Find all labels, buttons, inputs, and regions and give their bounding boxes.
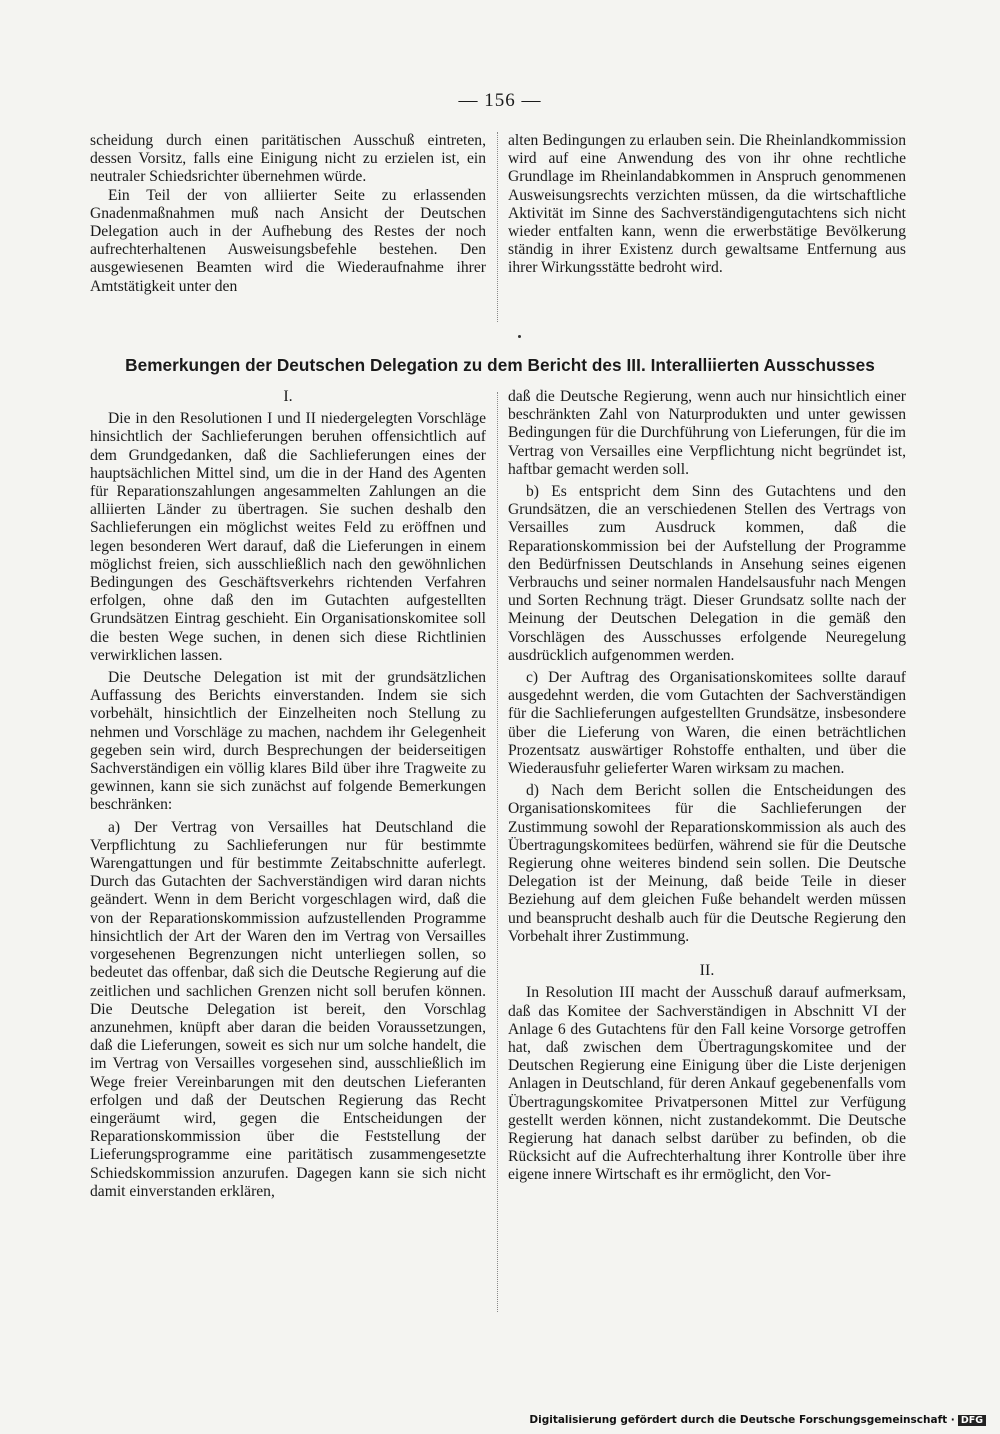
paragraph: Ein Teil der von alliierter Seite zu erlassenden Gnadenmaßnahmen muß nach Ansicht der Deutschen Delegation auch in der Aufhebung des Restes der noch aufrechterhaltenen Ausweisungsbefehle bestehen. Den ausgewiesenen Beamten wird die Wiederaufnahme ihrer Amtstätigkeit unter den <box>90 186 486 295</box>
paragraph: daß die Deutsche Regierung, wenn auch nur hinsichtlich einer beschränkten Zahl von Naturprodukten und unter gewissen Bedingungen für die Durchführung von Lieferungen, für die im Vertrag von Versailles eine Verpflichtung nicht begründet ist, haftbar gemacht werden soll. <box>508 388 906 478</box>
paragraph: Die in den Resolutionen I und II niedergelegten Vorschläge hinsichtlich der Sachlieferungen beruhen offensichtlich auf dem Grundgedanken, daß die Sachlieferungen eines der hauptsächlichen Mittel sind, um die in der Hand des Agenten für Reparationszahlungen angesammelten Zahlungen an die alliierten Länder zu übertragen. Sie suchen deshalb den Sachlieferungen ein möglichst weites Feld zu eröffnen und legen besonderen Wert darauf, daß die Lieferungen in einem möglichst freien, sich ausschließlich nach den gewöhnlichen Bedingungen des Geschäftsverkehrs richtenden Verfahren erfolgen, ohne daß den im Gutachten aufgestellten Grundsätzen Eintrag geschieht. Ein Organisationskomitee soll die besten Wege suchen, in denen sich diese Richtlinien verwirklichen lassen. <box>90 410 486 664</box>
paragraph: a) Der Vertrag von Versailles hat Deutschland die Verpflichtung zu Sachlieferungen nur für bestimmte Warengattungen und für bestimmte Zeitabschnitte auferlegt. Durch das Gutachten der Sachverständigen wird daran nichts geändert. Wenn in dem Bericht vorgeschlagen wird, daß die von der Reparationskommission aufzustellenden Programme hinsichtlich der Art der Waren den im Vertrag von Versailles vorgesehenen Begrenzungen nicht unterliegen sollen, so bedeutet das offenbar, daß sich die Deutsche Regierung auf die zeitlichen und sachlichen Grenzen nicht soll berufen können. Die Deutsche Delegation ist bereit, den Vorschlag anzunehmen, knüpft aber daran die beiden Voraussetzungen, daß die Lieferungen, soweit es sich nur um solche handelt, die im Vertrag von Versailles vorgesehen sind, ausschließlich im Wege freier Vereinbarungen mit den deutschen Lieferanten erfolgen und daß der Deutschen Regierung das Recht eingeräumt wird, gegen die Entscheidungen der Reparationskommission über die Feststellung der Lieferungsprogramme eine paritätisch zusammengesetzte Schiedskommission anzurufen. Dagegen kann sie sich nicht damit einverstanden erklären, <box>90 818 486 1200</box>
paragraph: Die Deutsche Delegation ist mit der grundsätzlichen Auffassung des Berichts einverstanden. Indem sie sich vorbehält, hinsichtlich der Einzelheiten noch Stellung zu nehmen und Vorschläge zu machen, nachdem ihr Gelegenheit gegeben sein wird, durch Besprechungen der beiderseitigen Sachverständigen ein völlig klares Bild über ihre Tragweite zu gewinnen, kann sie sich zunächst auf folgende Bemerkungen beschränken: <box>90 669 486 814</box>
top-left-column <box>90 132 486 296</box>
section-title: Bemerkungen der Deutschen Delegation zu dem Bericht des III. Interalliierten Ausschusses <box>125 355 875 375</box>
footer-text: Digitalisierung gefördert durch die Deutsche Forschungsgemeinschaft · <box>529 1414 955 1426</box>
top-right-column <box>508 132 906 278</box>
section-heading-I: I. <box>283 388 293 405</box>
scan-speck <box>518 335 521 338</box>
paragraph: scheidung durch einen paritätischen Ausschuß eintreten, dessen Vorsitz, falls eine Einigung nicht zu erzielen ist, ein neutraler Schiedsrichter übernehmen würde. <box>90 132 486 186</box>
paragraph: b) Es entspricht dem Sinn des Gutachtens und den Grundsätzen, die an verschiedenen Stellen des Vertrags von Versailles zum Ausdruck kommen, daß die Reparationskommission bei der Aufstellung der Programme den Bedürfnissen Deutschlands in Ansehung seines eigenen Verbrauchs und seiner normalen Handelsausfuhr nach Mengen und Sorten Rechnung trägt. Dieser Grundsatz sollte nach der Meinung der Deutschen Delegation in die gemäß den Vorschlägen des Ausschusses erfolgende Neuregelung ausdrücklich aufgenommen werden. <box>508 483 906 664</box>
dfg-logo: DFG <box>958 1415 986 1426</box>
paragraph: d) Nach dem Bericht sollen die Entscheidungen des Organisationskomitees für die Sachlieferungen der Zustimmung sowohl der Reparationskommission als auch des Übertragungskomitees bedürfen, während sie für die Deutsche Regierung ohne weiteres bindend sein sollen. Die Deutsche Delegation ist der Meinung, daß beide Teile in dieser Beziehung auf dem gleichen Fuße behandelt werden müssen und beansprucht deshalb auch für die Deutsche Regierung den Vorbehalt ihrer Zustimmung. <box>508 782 906 945</box>
right-column <box>508 388 906 1185</box>
paragraph: In Resolution III macht der Ausschuß darauf aufmerksam, daß das Komitee der Sachverständigen in Abschnitt VI der Anlage 6 des Gutachtens für den Fall keine Vorsorge getroffen hat, daß zwischen dem Übertragungskomitee und der Deutschen Regierung eine Einigung über die Liste derjenigen Anlagen in Deutschland, für deren Ankauf gegebenenfalls vom Übertragungskomitee Privatpersonen Mittel zur Verfügung gestellt werden können, nicht zustandekommt. Die Deutsche Regierung hat danach selbst darüber zu befinden, ob die Rücksicht auf die Aufrechterhaltung ihrer Kontrolle über ihre eigene innere Wirtschaft es ihr ermöglicht, den Vor- <box>508 984 906 1184</box>
paragraph: alten Bedingungen zu erlauben sein. Die Rheinlandkommission wird auf eine Anwendung des von ihr ohne rechtliche Grundlage im Rheinlandabkommen in Anspruch genommenen Ausweisungsrechts verzichten müssen, da die wirtschaftliche Aktivität im Sinne des Sachverständigengutachtens sich nicht wieder entfalten kann, wenn die erwerbstätige Bevölkerung ständig in ihrer Existenz durch gewaltsame Entfernung aus ihrer Wirkungsstätte bedroht wird. <box>508 132 906 277</box>
left-column <box>90 388 486 1201</box>
column-divider-top <box>497 132 498 322</box>
section-heading-II: II. <box>699 962 715 980</box>
page-number: — 156 — <box>458 90 542 111</box>
paragraph: c) Der Auftrag des Organisationskomitees sollte darauf ausgedehnt werden, die vom Gutachten der Sachverständigen für die Sachlieferungen aufgestellten Grundsätze, insbesondere über die Lieferung von Waren, die einen beträchtlichen Prozentsatz auswärtiger Rohstoffe enthalten, und über die Wiederausfuhr gelieferter Waren wirksam zu machen. <box>508 669 906 778</box>
digitization-footer <box>529 1414 986 1426</box>
column-divider-main <box>497 392 498 1312</box>
